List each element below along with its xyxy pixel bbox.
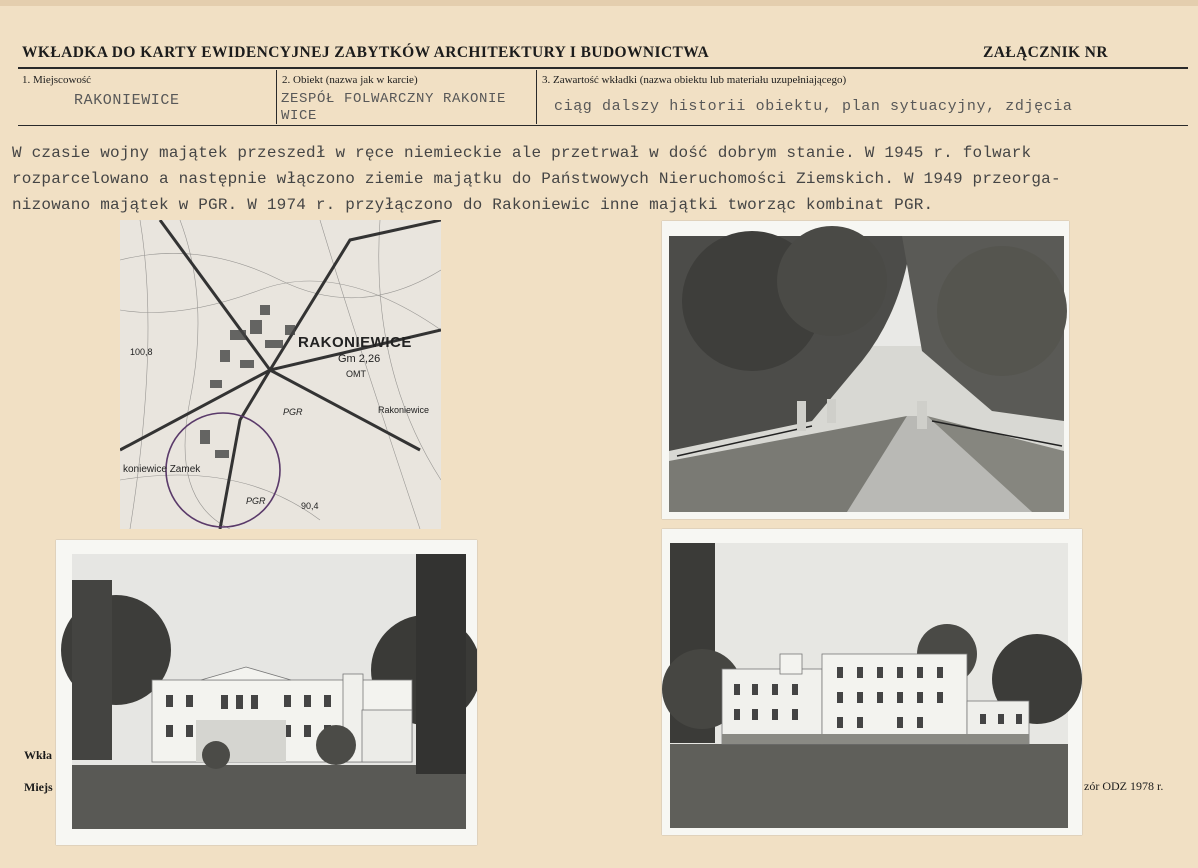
site-plan-map bbox=[120, 220, 441, 529]
road-photo bbox=[662, 221, 1069, 519]
manor-side-photo-image bbox=[662, 529, 1082, 835]
history-line: nizowano majątek w PGR. W 1974 r. przyłączono do Rakoniewic inne majątki tworząc kombinat PGR. bbox=[12, 196, 934, 214]
map-small-town-label: Rakoniewice bbox=[378, 405, 430, 415]
field-divider-2 bbox=[536, 70, 537, 124]
map-town-label: RAKONIEWICE bbox=[298, 334, 412, 351]
history-line: rozparcelowano a następnie włączono ziemie majątku do Państwowych Nieruchomości Ziemskich. W 1949 przeorga- bbox=[12, 170, 1061, 188]
history-text bbox=[12, 140, 1112, 218]
object-label: 2. Obiekt (nazwa jak w karcie) bbox=[282, 74, 418, 86]
locality-label: 1. Miejscowość bbox=[22, 74, 92, 86]
map-gm-label: Gm 2,26 bbox=[338, 353, 381, 365]
fields-bottom-rule bbox=[18, 125, 1188, 126]
contents-value: ciąg dalszy historii obiektu, plan sytuacyjny, zdjęcia bbox=[554, 98, 1073, 115]
card-top-edge bbox=[0, 0, 1198, 6]
attachment-number-label: ZAŁĄCZNIK NR bbox=[983, 44, 1108, 61]
object-value-line2: WICE bbox=[281, 108, 318, 124]
field-divider-1 bbox=[276, 70, 277, 124]
map-omt-label: OMT bbox=[346, 369, 366, 379]
manor-side-photo bbox=[662, 529, 1082, 835]
map-zamek-label: koniewice Zamek bbox=[123, 464, 201, 475]
map-pgr-label-2: PGR bbox=[246, 496, 266, 506]
footer-form-note: zór ODZ 1978 r. bbox=[1084, 779, 1164, 793]
map-pgr-label-1: PGR bbox=[283, 407, 303, 417]
footer-fragment-2: Miejs bbox=[24, 780, 53, 794]
map-lines bbox=[120, 220, 441, 529]
footer-fragment-1: Wkła bbox=[24, 748, 53, 762]
card-title: WKŁADKA DO KARTY EWIDENCYJNEJ ZABYTKÓW ARCHITEKTURY I BUDOWNICTWA bbox=[22, 44, 710, 61]
object-value-line1: ZESPÓŁ FOLWARCZNY RAKONIE bbox=[281, 91, 507, 107]
history-line: W czasie wojny majątek przeszedł w ręce niemieckie ale przetrwał w dość dobrym stanie. W 1945 r. folwark bbox=[12, 144, 1032, 162]
manor-front-photo bbox=[56, 540, 477, 845]
manor-front-photo-image bbox=[56, 540, 477, 845]
header-rule bbox=[18, 67, 1188, 69]
road-photo-image bbox=[662, 221, 1069, 519]
locality-value: RAKONIEWICE bbox=[74, 92, 180, 109]
map-elevation-2: 90,4 bbox=[301, 501, 319, 511]
contents-label: 3. Zawartość wkładki (nazwa obiektu lub materiału uzupełniającego) bbox=[542, 74, 847, 86]
map-elevation-1: 100,8 bbox=[130, 347, 153, 357]
